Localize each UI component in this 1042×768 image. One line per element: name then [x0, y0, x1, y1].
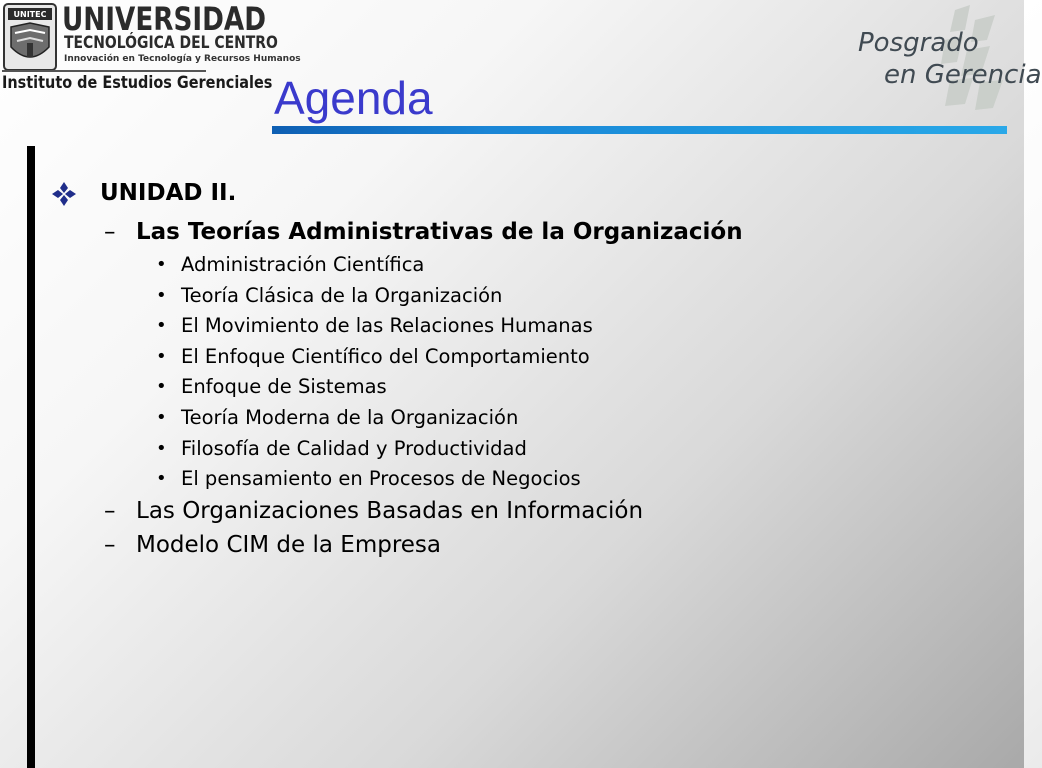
list-item-text: Teoría Clásica de la Organización [181, 283, 503, 307]
section-label: Las Organizaciones Basadas en Información [136, 497, 644, 524]
list-item [50, 403, 990, 434]
list-item [50, 311, 990, 342]
dash-bullet: – [104, 497, 116, 524]
section-item [50, 495, 990, 529]
unitec-logo [0, 0, 301, 95]
list-item [50, 250, 990, 281]
diamond-bullet-icon [50, 180, 78, 208]
unit-heading [50, 176, 990, 216]
slide-title: Agenda [274, 72, 433, 124]
dot-bullet: • [156, 437, 167, 459]
section-label: Las Teorías Administrativas de la Organización [136, 219, 743, 245]
list-item [50, 372, 990, 403]
list-item [50, 464, 990, 495]
dot-bullet: • [156, 376, 167, 398]
list-item-text: El Movimiento de las Relaciones Humanas [181, 314, 593, 338]
title-underline [272, 126, 1007, 134]
section-item [50, 216, 990, 250]
section-item [50, 529, 990, 563]
list-item-text: Enfoque de Sistemas [181, 375, 387, 399]
posgrado-line2: en Gerencia [884, 60, 1042, 90]
logo-tagline: Innovación en Tecnología y Recursos Humanos [64, 54, 301, 64]
list-item-text: Filosofía de Calidad y Productividad [181, 436, 527, 460]
dot-bullet: • [156, 468, 167, 490]
unit-label: UNIDAD II. [100, 180, 237, 206]
dot-bullet: • [156, 284, 167, 306]
posgrado-line1: Posgrado [858, 28, 979, 58]
dot-bullet: • [156, 345, 167, 367]
list-item-text: El Enfoque Científico del Comportamiento [181, 344, 590, 368]
section-label: Modelo CIM de la Empresa [136, 531, 442, 558]
slide-content [50, 176, 990, 563]
dot-bullet: • [156, 254, 167, 275]
list-item [50, 281, 990, 312]
posgrado-logo [840, 0, 1042, 125]
logo-institute: Instituto de Estudios Gerenciales [2, 70, 206, 93]
logo-university-subname: TECNOLÓGICA DEL CENTRO [64, 33, 278, 53]
dot-bullet: • [156, 315, 167, 337]
list-item-text: Administración Científica [181, 253, 425, 276]
dot-bullet: • [156, 406, 167, 428]
university-crest-icon [3, 3, 57, 71]
dash-bullet: – [104, 531, 116, 558]
logo-university-name: UNIVERSIDAD [62, 0, 267, 38]
logo-badge: UNITEC [13, 10, 47, 19]
left-accent-bar [27, 146, 35, 768]
list-item-text: El pensamiento en Procesos de Negocios [181, 467, 581, 491]
dash-bullet: – [104, 219, 116, 245]
list-item [50, 434, 990, 465]
list-item [50, 342, 990, 373]
list-item-text: Teoría Moderna de la Organización [181, 405, 519, 429]
